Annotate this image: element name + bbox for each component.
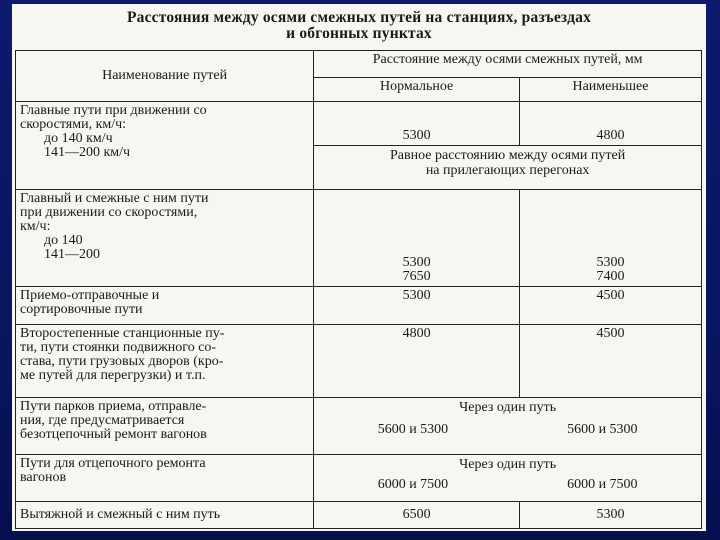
row-4-name-line: ме путей для перегрузки) и т.п. xyxy=(20,367,206,383)
row-5-name xyxy=(16,398,314,455)
row-5-value-pair xyxy=(318,423,697,437)
row-7-name-line: Вытяжной и смежный с ним путь xyxy=(20,506,221,522)
row-1-normal: 5300 xyxy=(314,101,520,145)
row-2-normal xyxy=(314,189,520,286)
row-1-note xyxy=(314,145,702,189)
row-7-name xyxy=(16,501,314,528)
row-1-note-line: Равное расстоянию между осями путей xyxy=(390,147,626,163)
row-1-name-line: до 140 км/ч xyxy=(44,130,113,146)
row-3-name xyxy=(16,286,314,324)
document-title xyxy=(12,10,706,42)
row-6-name-line: вагонов xyxy=(20,470,67,486)
row-6-value-pair xyxy=(318,478,697,492)
row-7-normal: 6500 xyxy=(314,501,520,528)
row-2-minimum-value: 5300 xyxy=(596,254,625,270)
row-7-minimum: 5300 xyxy=(519,501,701,528)
header-spacing-group: Расстояние между осями смежных путей, мм xyxy=(314,51,702,78)
row-6-normal: 6000 и 7500 xyxy=(377,477,449,493)
row-6-note: Через один путь xyxy=(459,457,557,473)
row-2-normal-value: 7650 xyxy=(402,268,431,284)
row-4-minimum: 4500 xyxy=(519,324,701,398)
row-6-name-line: Пути для отцепочного ремонта xyxy=(20,456,206,472)
row-5-note: Через один путь xyxy=(459,400,557,416)
row-1-minimum: 4800 xyxy=(519,101,701,145)
row-4-normal: 4800 xyxy=(314,324,520,398)
header-normal: Нормальное xyxy=(314,78,520,101)
row-4-name-line: става, пути грузовых дворов (кро- xyxy=(20,353,224,369)
header-track-name: Наименование путей xyxy=(16,51,314,102)
row-2-name xyxy=(16,189,314,286)
row-4-name xyxy=(16,324,314,398)
row-5-name-line: безотцепочный ремонт вагонов xyxy=(20,427,207,443)
row-2-name-line: до 140 xyxy=(44,232,83,248)
row-3-normal: 5300 xyxy=(314,286,520,324)
row-4-name-line: Второстепенные станционные пу- xyxy=(20,325,225,341)
row-2-normal-value: 5300 xyxy=(402,254,431,270)
document-page xyxy=(12,4,706,531)
row-5-normal: 5600 и 5300 xyxy=(377,422,449,438)
row-6-name xyxy=(16,455,314,501)
row-2-name-line: Главный и смежные с ним пути xyxy=(20,190,209,206)
row-5-minimum: 5600 и 5300 xyxy=(567,422,638,438)
row-5-name-line: Пути парков приема, отправле- xyxy=(20,399,207,415)
row-1-note-line: на прилегающих перегонах xyxy=(425,162,590,178)
row-2-name-line: км/ч: xyxy=(20,218,51,234)
header-minimum: Наименьшее xyxy=(519,78,701,101)
row-2-name-line: при движении со скоростями, xyxy=(20,204,198,220)
track-spacing-table xyxy=(15,50,702,529)
title-line-2: и обгонных пунктах xyxy=(286,25,432,42)
row-5-values xyxy=(314,398,702,455)
row-6-values xyxy=(314,455,702,501)
title-line-1: Расстояния между осями смежных путей на станциях, разъездах xyxy=(126,9,592,26)
row-2-minimum xyxy=(519,189,701,286)
row-3-name-line: сортировочные пути xyxy=(20,301,143,317)
row-2-name-line: 141—200 xyxy=(44,246,100,262)
row-5-name-line: ния, где предусматривается xyxy=(20,413,185,429)
row-6-minimum: 6000 и 7500 xyxy=(567,477,638,493)
row-3-name-line: Приемо-отправочные и xyxy=(20,287,160,303)
row-1-name-line: Главные пути при движении со xyxy=(20,102,207,118)
row-3-minimum: 4500 xyxy=(519,286,701,324)
row-1-name-line: скоростями, км/ч: xyxy=(20,116,127,132)
row-1-name-line: 141—200 км/ч xyxy=(44,144,131,160)
row-4-name-line: ти, пути стоянки подвижного со- xyxy=(20,339,217,355)
row-1-name xyxy=(16,101,314,189)
row-2-minimum-value: 7400 xyxy=(596,268,625,284)
